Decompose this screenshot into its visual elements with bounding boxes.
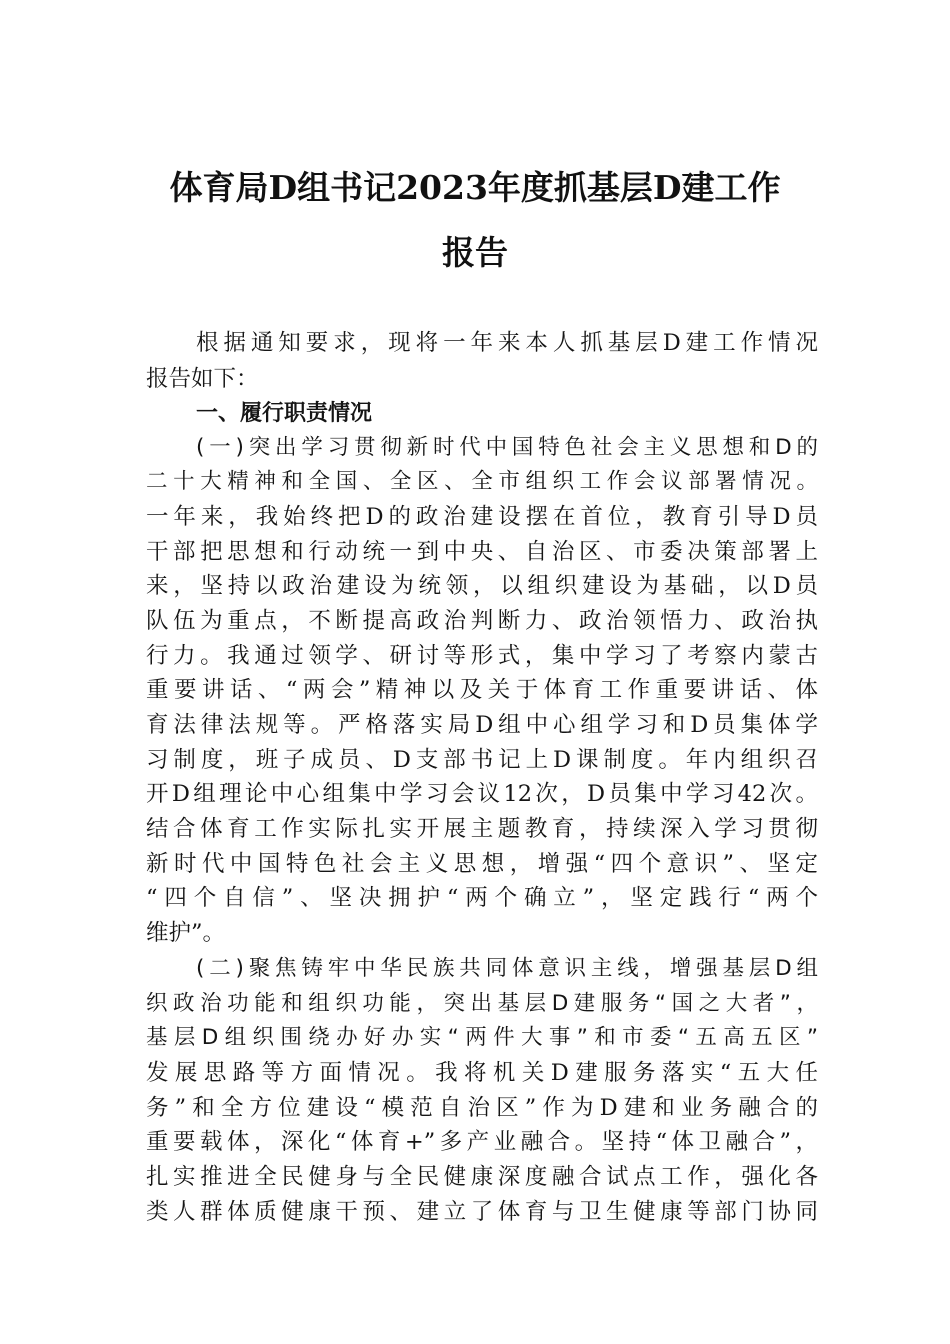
body-line: 来，坚持以政治建设为统领，以组织建设为基础，以D员 [146, 573, 818, 599]
body-line: 开D组理论中心组集中学习会议12次，D员集中学习42次。 [146, 781, 818, 807]
body-line: 根据通知要求，现将一年来本人抓基层D建工作情况 [196, 330, 818, 356]
body-line: 育法律法规等。严格落实局D组中心组学习和D员集体学 [146, 712, 818, 738]
subsection-heading-line: 基层D组织围绕办好办实“两件大事”和市委“五高五区” [146, 1025, 818, 1050]
body-line: 重要讲话、“两会”精神以及关于体育工作重要讲话、体 [146, 677, 818, 703]
subsection-heading-line: (一)突出学习贯彻新时代中国特色社会主义思想和D的 [196, 435, 818, 460]
body-line: 发展思路等方面情况。我将机关D建服务落实“五大任 [146, 1060, 818, 1086]
body-line: 习制度，班子成员、D支部书记上D课制度。年内组织召 [146, 747, 818, 773]
document-title-line-2: 报告 [442, 233, 508, 272]
section-heading: 一、履行职责情况 [196, 401, 373, 426]
body-line: 干部把思想和行动统一到中央、自治区、市委决策部署上 [146, 539, 818, 565]
subsection-heading-line: 织政治功能和组织功能，突出基层D建服务“国之大者”， [146, 991, 818, 1016]
body-line: 一年来，我始终把D的政治建设摆在首位，教育引导D员 [146, 504, 818, 530]
body-line: 报告如下： [146, 366, 259, 392]
body-line: 重要载体，深化“体育+”多产业融合。坚持“体卫融合”， [146, 1129, 818, 1155]
document-title-line-1: 体育局D组书记2023年度抓基层D建工作 [169, 168, 781, 207]
body-line: 维护”。 [146, 920, 226, 946]
body-line: 行力。我通过领学、研讨等形式，集中学习了考察内蒙古 [146, 643, 818, 669]
body-line: 队伍为重点，不断提高政治判断力、政治领悟力、政治执 [146, 608, 818, 634]
body-line: 类人群体质健康干预、建立了体育与卫生健康等部门协同 [146, 1199, 818, 1225]
body-line: 务”和全方位建设“模范自治区”作为D建和业务融合的 [146, 1095, 818, 1121]
body-line: 新时代中国特色社会主义思想，增强“四个意识”、坚定 [146, 851, 818, 877]
subsection-heading-line: (二)聚焦铸牢中华民族共同体意识主线，增强基层D组 [196, 956, 818, 981]
body-line: 扎实推进全民健身与全民健康深度融合试点工作，强化各 [146, 1164, 818, 1190]
body-line: 结合体育工作实际扎实开展主题教育，持续深入学习贯彻 [146, 816, 818, 842]
subsection-heading-line: 二十大精神和全国、全区、全市组织工作会议部署情况。 [146, 469, 818, 494]
body-line: “四个自信”、坚决拥护“两个确立”，坚定践行“两个 [146, 885, 818, 911]
